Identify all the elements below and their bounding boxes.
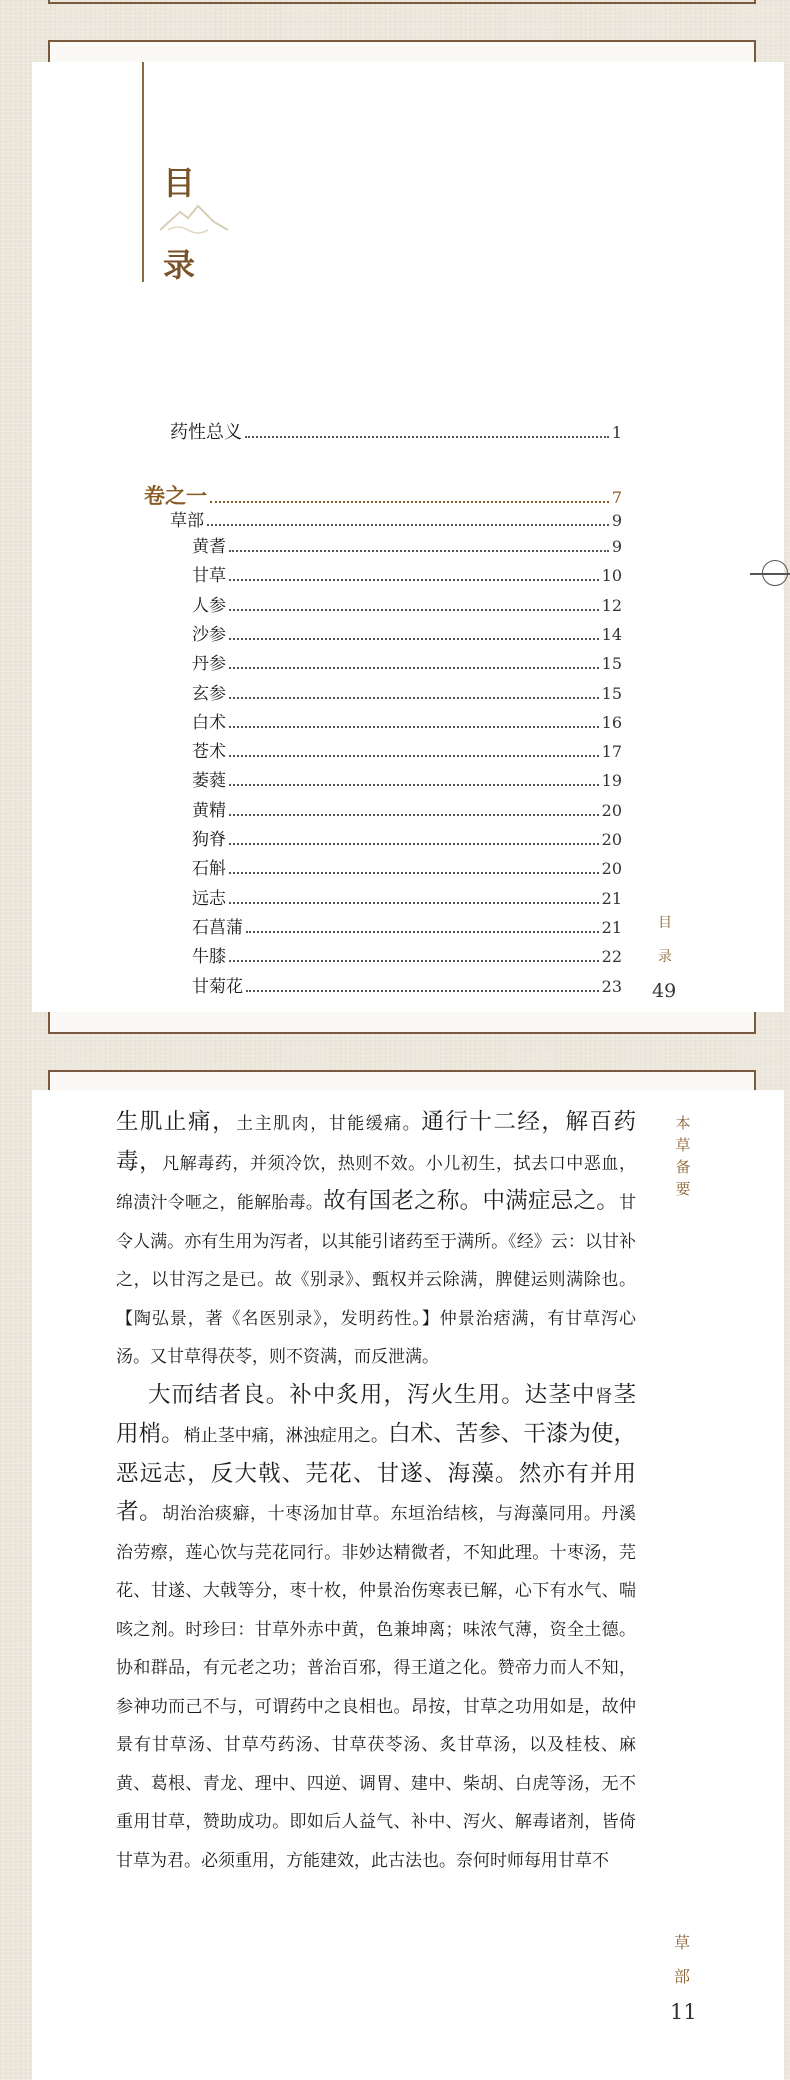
- toc-leader: [229, 726, 599, 728]
- toc-entry-intro[interactable]: [170, 418, 622, 444]
- toc-entry-herb[interactable]: [192, 532, 622, 558]
- toc-entry-page: 9: [611, 511, 622, 530]
- toc-leader: [229, 697, 599, 699]
- commentary-text-run: 肾: [595, 1386, 614, 1407]
- toc-entry-herb[interactable]: [192, 796, 622, 822]
- toc-entry-label: 甘草: [192, 566, 226, 587]
- toc-leader: [229, 550, 609, 552]
- commentary-text-run: 胡治治痰癖，十枣汤加甘草。东垣治结核，与海藻同用。丹溪治劳瘵，莲心饮与芫花同行。非妙达精微者，不知此理。十枣汤，芫花、甘遂、大戟等分，枣十枚，仲景治伤寒表已解，心下有水气、喘咳之剂。时珍曰：甘草外赤中黄，色兼坤离；味浓气薄，资全土德。协和群品，有元老之功；普治百邪，得王道之化。赞帝力而人不知，参神功而己不与，可谓药中之良相也。昂按，甘草之功用如是，故仲景有甘草汤、甘草芍药汤、甘草茯苓汤、炙甘草汤，以及桂枝、麻黄、葛根、青龙、理中、四逆、调胃、建中、柴胡、白虎等汤，无不重用甘草，赞助成功。即如后人益气、补中、泻火、解毒诸剂，皆倚甘草为君。必须重用，方能建效，此古法也。奈何时师每用甘草不: [116, 1504, 636, 1871]
- toc-entry-herb[interactable]: [192, 854, 622, 880]
- main-text-run: 白术、苦参、干漆为使，恶远志，反大戟、芫花、甘遂、海藻。然亦有并用者。: [116, 1421, 636, 1525]
- toc-leader: [229, 579, 599, 581]
- main-text-run: 故有国老之称。中满症忌之。: [323, 1188, 619, 1214]
- paragraph: [116, 1104, 636, 1377]
- toc-page-number: 49: [652, 980, 677, 1002]
- toc-leader: [229, 843, 599, 845]
- toc-entry-label: 萎蕤: [192, 771, 226, 792]
- toc-entry-label: 甘菊花: [192, 976, 243, 997]
- toc-entry-page: 14: [601, 624, 622, 644]
- toc-entry-label: 玄参: [192, 683, 226, 704]
- toc-entry-page: 20: [601, 859, 622, 879]
- toc-entry-page: 16: [601, 712, 622, 732]
- toc-leader: [245, 436, 609, 438]
- toc-entry-herb[interactable]: [192, 649, 622, 675]
- page-title-top: 目: [163, 164, 196, 202]
- toc-entry-label: 沙参: [192, 624, 226, 645]
- toc-entry-label: 黄耆: [192, 537, 226, 557]
- toc-entry-herb[interactable]: [192, 679, 622, 705]
- main-text-run: 通行十二经，解百药毒，: [116, 1109, 636, 1175]
- toc-leader: [229, 872, 599, 874]
- toc-entry-page: 15: [601, 654, 622, 674]
- toc-leader: [246, 990, 599, 992]
- toc-entry-page: 9: [611, 537, 622, 556]
- toc-entry-label: 远志: [192, 888, 226, 909]
- toc-entry-page: 23: [601, 976, 622, 996]
- toc-entry-herb[interactable]: [192, 913, 622, 939]
- toc-leader: [229, 638, 599, 640]
- running-head-char: 本: [675, 1114, 691, 1132]
- text-side-tab-1: 草: [674, 1933, 691, 1952]
- toc-leader: [229, 784, 599, 786]
- toc-side-tab-1: 目: [658, 915, 672, 931]
- toc-entry-herb[interactable]: [192, 972, 622, 998]
- commentary-text-run: 梢止茎中痛，淋浊症用之。: [183, 1426, 389, 1446]
- commentary-text-run: 土主肌肉，甘能缓痛。: [236, 1114, 422, 1134]
- toc-side-tab-2: 录: [658, 949, 672, 965]
- page-edge-circle-icon: [762, 560, 788, 586]
- toc-entry-section[interactable]: [170, 506, 622, 532]
- toc-entry-page: 17: [601, 742, 622, 762]
- toc-entry-herb[interactable]: [192, 620, 622, 646]
- title-rule: [142, 62, 144, 282]
- toc-entry-page: 1: [611, 423, 622, 442]
- toc-entry-page: 20: [601, 830, 622, 849]
- toc-leader: [229, 755, 599, 757]
- running-head: [674, 1112, 692, 1200]
- text-page-number: 11: [670, 2000, 697, 2024]
- toc-leader: [229, 667, 599, 669]
- toc-leader: [229, 814, 599, 816]
- toc-leader: [229, 902, 599, 904]
- toc-entry-herb[interactable]: [192, 884, 622, 910]
- commentary-text-run: 凡解毒药，并须冷饮，热则不效。小儿初生，拭去口中恶血，绵渍汁令咂之，能解胎毒。: [116, 1153, 636, 1213]
- page-title-bottom: 录: [163, 246, 196, 284]
- toc-entry-label: 卷之一: [144, 483, 207, 508]
- previous-page-edge: [48, 0, 756, 4]
- toc-entry-page: 20: [601, 800, 622, 820]
- mountain-cloud-icon: [158, 200, 230, 236]
- body-text: [116, 1104, 636, 1880]
- toc-entry-label: 狗脊: [192, 830, 226, 850]
- toc-entry-label: 石菖蒲: [192, 917, 243, 938]
- toc-entry-page: 19: [601, 771, 622, 791]
- toc-entry-page: 21: [601, 917, 622, 937]
- toc-leader: [207, 524, 609, 526]
- toc-entry-label: 丹参: [192, 654, 226, 675]
- main-text-run: 茎用梢。: [116, 1381, 636, 1447]
- toc-entry-label: 石斛: [192, 859, 226, 880]
- toc-leader: [229, 960, 599, 962]
- toc-entry-page: 10: [601, 566, 622, 586]
- toc-entry-volume[interactable]: [144, 480, 622, 506]
- toc-entry-page: 15: [601, 683, 622, 703]
- toc-entry-label: 人参: [192, 595, 226, 616]
- running-head-char: 备: [675, 1158, 691, 1176]
- toc-entry-label: 草部: [170, 511, 204, 531]
- toc-entry-herb[interactable]: [192, 561, 622, 587]
- running-head-char: 要: [675, 1180, 691, 1198]
- toc-leader: [210, 501, 609, 503]
- toc-entry-page: 12: [601, 595, 622, 615]
- toc-entry-page: 22: [601, 947, 622, 967]
- commentary-text-run: 甘令人满。亦有生用为泻者，以其能引诸药至于满所。《经》云：以甘补之，以甘泻之是已。故《别录》、甄权并云除满，脾健运则满除也。【陶弘景，著《名医别录》，发明药性。】仲景治痞满，有甘草泻心汤。又甘草得茯苓，则不资满，而反泄满。: [116, 1193, 636, 1367]
- text-side-tab-2: 部: [674, 1967, 691, 1986]
- toc-entry-herb[interactable]: [192, 708, 622, 734]
- main-text-run: 大而结者良。补中炙用，泻火生用。达茎中: [148, 1381, 596, 1408]
- toc-entry-label: 苍术: [192, 742, 226, 763]
- paragraph: [116, 1377, 636, 1881]
- toc-entry-label: 牛膝: [192, 947, 226, 968]
- toc-leader: [246, 931, 599, 933]
- toc-entry-label: 黄精: [192, 800, 226, 821]
- toc-entry-herb[interactable]: [192, 825, 622, 851]
- toc-entry-label: 药性总义: [170, 422, 242, 443]
- toc-leader: [229, 609, 599, 611]
- toc-entry-herb[interactable]: [192, 942, 622, 968]
- toc-entry-label: 白术: [192, 712, 226, 733]
- running-head-char: 草: [675, 1136, 691, 1154]
- toc-entry-herb[interactable]: [192, 591, 622, 617]
- toc-entry-page: 21: [601, 888, 622, 908]
- toc-entry-page: 7: [611, 488, 622, 507]
- toc-entry-herb[interactable]: [192, 737, 622, 763]
- toc-entry-herb[interactable]: [192, 766, 622, 792]
- main-text-run: 生肌止痛，: [116, 1109, 237, 1135]
